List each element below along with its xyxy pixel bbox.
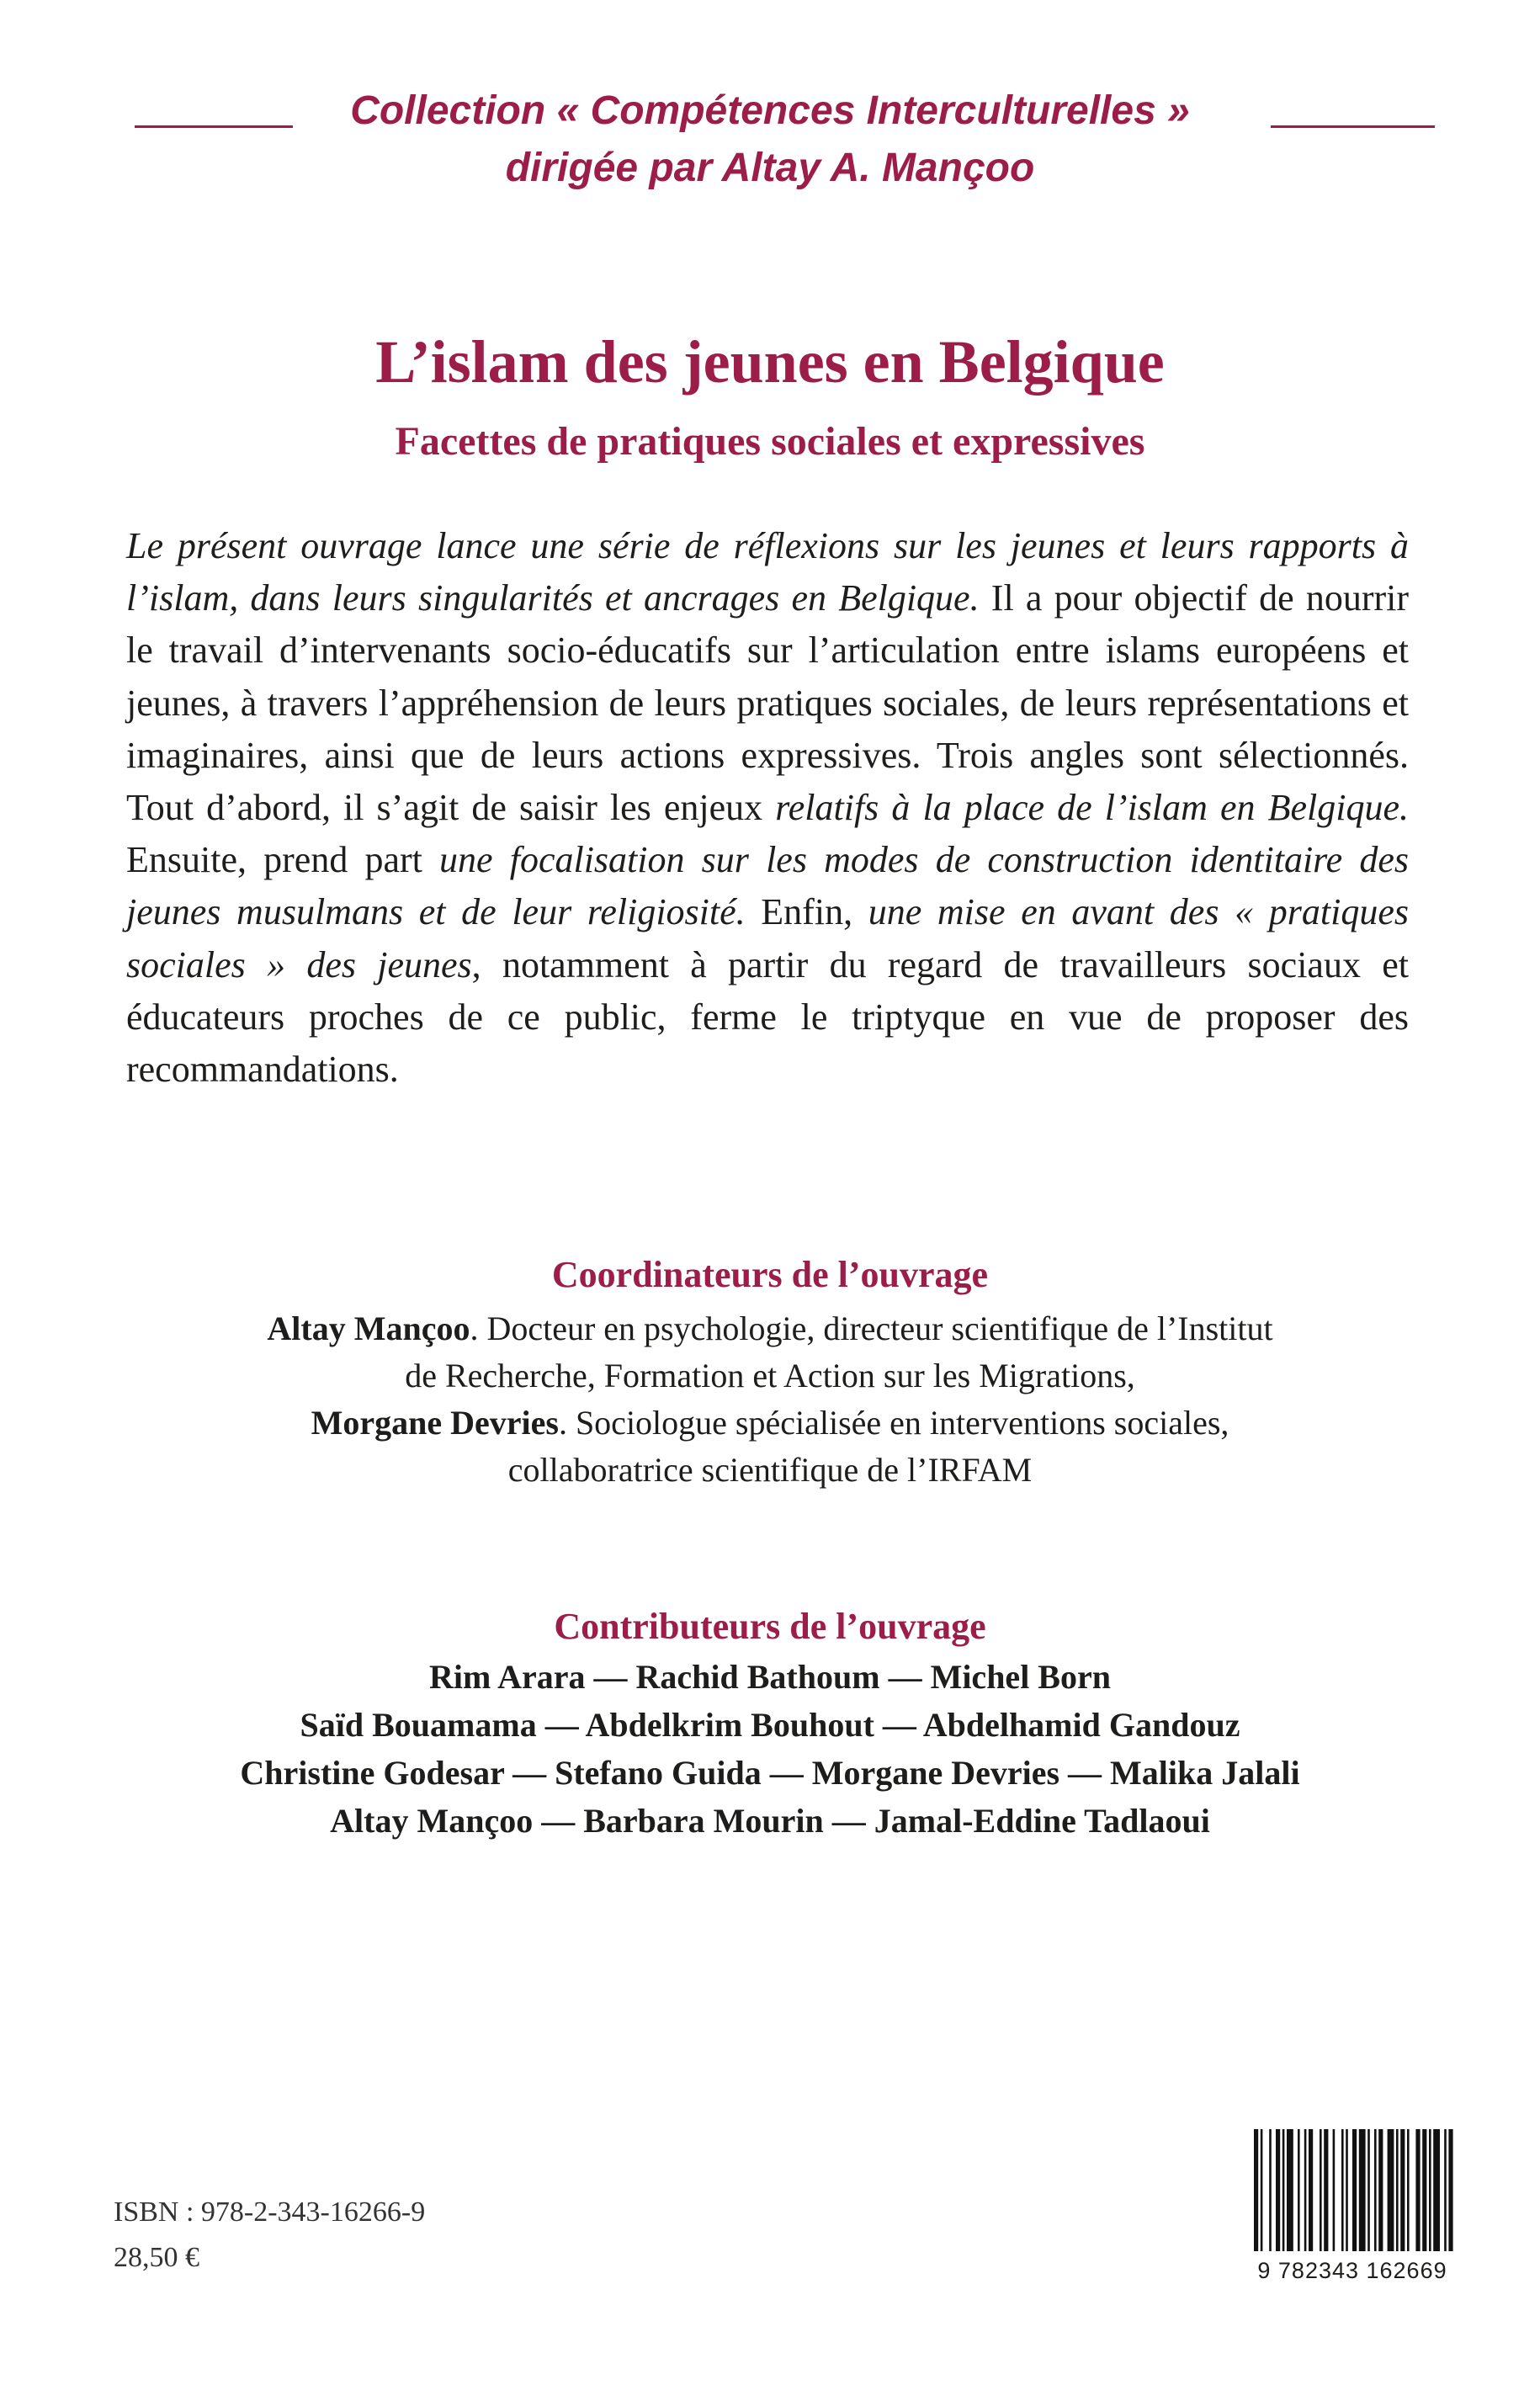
coordinator-1-line-2: de Recherche, Formation et Action sur les Migrations, <box>405 1357 1135 1394</box>
collection-director: dirigée par Altay A. Mançoo <box>505 146 1035 190</box>
coordinator-1-line-1 <box>0 1306 1540 1352</box>
coordinator-2-name: Morgane Devries <box>311 1404 559 1442</box>
barcode-bar <box>1367 2129 1370 2251</box>
blurb-text <box>126 520 1409 1096</box>
barcode-bar <box>1415 2129 1420 2251</box>
barcode-bar <box>1407 2129 1410 2251</box>
barcode-bar <box>1352 2129 1357 2251</box>
barcode-bar <box>1304 2129 1307 2251</box>
blurb-body-3: Enfin, <box>745 891 868 933</box>
barcode-bar <box>1341 2129 1344 2251</box>
blurb-angle-1: relatifs à la place de l’islam en Belgique. <box>775 787 1409 829</box>
book-title: L’islam des jeunes en Belgique <box>375 328 1165 396</box>
contributors-heading: Contributeurs de l’ouvrage <box>554 1606 986 1647</box>
coordinator-1-desc-a: . Docteur en psychologie, directeur scientifique de l’Institut <box>470 1309 1273 1347</box>
barcode-bar <box>1282 2129 1285 2251</box>
barcode-bar <box>1429 2129 1431 2251</box>
barcode-bar <box>1448 2129 1452 2251</box>
coordinator-2-line-1 <box>0 1400 1540 1446</box>
barcode-bar <box>1422 2129 1426 2251</box>
barcode-bar <box>1254 2129 1258 2251</box>
barcode-bar <box>1400 2129 1405 2251</box>
collection-name: Collection « Compétences Interculturelles » <box>350 88 1190 133</box>
blurb-angle-3: une mise en avant des « pratiques sociales » des jeunes <box>126 891 1409 985</box>
contributors-line-2: Saïd Bouamama — Abdelkrim Bouhout — Abdelhamid Gandouz <box>300 1706 1240 1744</box>
barcode-bar <box>1320 2129 1322 2251</box>
coordinator-1-name: Altay Mançoo <box>267 1309 470 1347</box>
contributors-line-3: Christine Godesar — Stefano Guida — Morgane Devries — Malika Jalali <box>240 1754 1300 1792</box>
barcode-bar <box>1269 2129 1272 2251</box>
barcode-bar <box>1359 2129 1366 2251</box>
barcode-bar <box>1324 2129 1328 2251</box>
coordinator-2-desc-a: . Sociologue spécialisée en interventions sociales, <box>558 1404 1229 1442</box>
barcode-bar <box>1433 2129 1440 2251</box>
blurb-body-1: Il a pour objectif de nourrir le travail d’intervenants socio-éducatifs sur l’articulation entre islams européens et jeunes, à travers l’appréhension de leurs pratiques sociales, de leurs représentations et imaginaires, ainsi que de leurs actions expressives. Trois angles sont sélectionnés. Tout d’abord, il s’agit de saisir les enjeux <box>126 577 1410 829</box>
blurb-body-4: , notamment à partir du regard de travailleurs sociaux et éducateurs proches de ce public, ferme le triptyque en vue de proposer des recommandations. <box>126 943 1409 1091</box>
price: 28,50 € <box>114 2242 199 2273</box>
barcode <box>1247 2129 1458 2281</box>
blurb-angle-2: une focalisation sur les modes de construction identitaire des jeunes musulmans et de leur religiosité. <box>126 839 1409 933</box>
barcode-bar <box>1333 2129 1336 2251</box>
barcode-bar <box>1388 2129 1394 2251</box>
barcode-digits: 9 782343 162669 <box>1257 2258 1447 2283</box>
barcode-bar <box>1444 2129 1447 2251</box>
coordinator-2-line-2: collaboratrice scientifique de l’IRFAM <box>507 1451 1033 1489</box>
barcode-bar <box>1309 2129 1313 2251</box>
blurb-intro: Le présent ouvrage lance une série de réflexions sur les jeunes et leurs rapports à l’islam, dans leurs singularités et ancrages en Belgique. <box>126 525 1409 619</box>
barcode-bar <box>1298 2129 1300 2251</box>
isbn: ISBN : 978-2-343-16266-9 <box>114 2196 426 2228</box>
coordinators-heading: Coordinateurs de l’ouvrage <box>551 1254 989 1295</box>
barcode-bar <box>1276 2129 1280 2251</box>
blurb-body-2: Ensuite, prend part <box>126 839 440 881</box>
book-subtitle: Facettes de pratiques sociales et expressives <box>395 419 1145 464</box>
barcode-bar <box>1374 2129 1377 2251</box>
barcode-bar <box>1287 2129 1293 2251</box>
barcode-bar <box>1346 2129 1348 2251</box>
contributors-line-4: Altay Mançoo — Barbara Mourin — Jamal-Eddine Tadlaoui <box>330 1802 1210 1840</box>
contributors-line-1: Rim Arara — Rachid Bathoum — Michel Born <box>429 1658 1111 1696</box>
barcode-bars-icon <box>1247 2129 1458 2251</box>
barcode-bar <box>1396 2129 1399 2251</box>
barcode-bar <box>1261 2129 1263 2251</box>
barcode-bar <box>1378 2129 1383 2251</box>
